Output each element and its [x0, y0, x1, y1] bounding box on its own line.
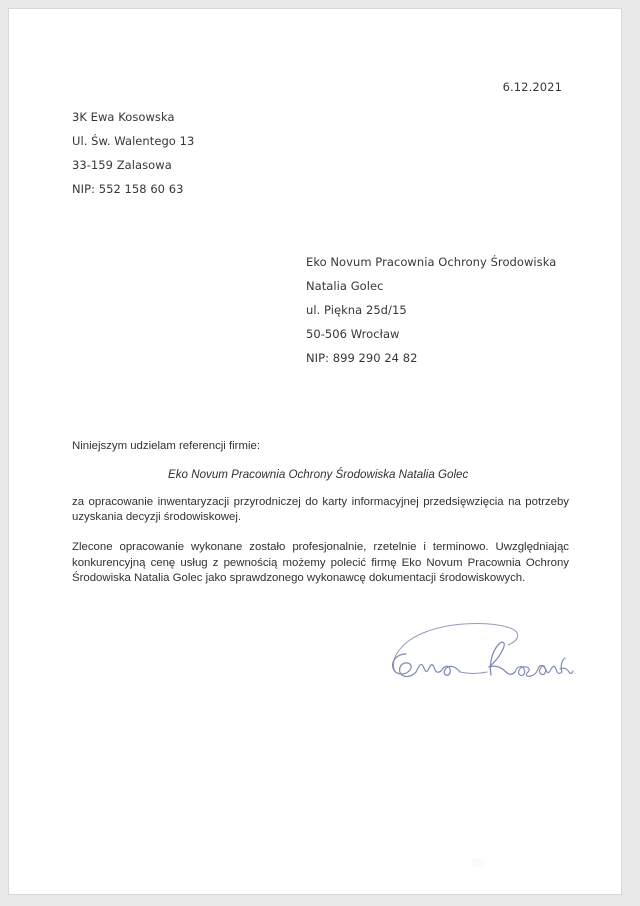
handwritten-signature	[379, 609, 574, 691]
sender-line: Ul. Św. Walentego 13	[72, 134, 195, 148]
recipient-address-block	[306, 250, 556, 370]
body-paragraph-recommendation: Zlecone opracowanie wykonane zostało profesjonalnie, rzetelnie i terminowo. Uwzględniając konkurencyjną cenę usług z pewnością możemy polecić firmę Eko Novum Pracownia Ochrony Środowiska Natalia Golec jako sprawdzonego wykonawcę dokumentacji środowiskowych.	[72, 541, 569, 584]
recipient-line: 50-506 Wrocław	[306, 327, 400, 341]
recipient-line: NIP: 899 290 24 82	[306, 351, 418, 365]
body-paragraph-scope: za opracowanie inwentaryzacji przyrodniczej do karty informacyjnej przedsięwzięcia na potrzeby uzyskania decyzji środowiskowej.	[72, 496, 569, 524]
recipient-line: Natalia Golec	[306, 279, 384, 293]
document-date: 6.12.2021	[502, 80, 562, 94]
letter-body	[72, 439, 569, 586]
sender-address-block	[72, 105, 194, 201]
reference-lead-text: Niniejszym udzielam referencji firmie:	[72, 440, 260, 452]
recipient-line: ul. Piękna 25d/15	[306, 303, 407, 317]
referenced-company-name: Eko Novum Pracownia Ochrony Środowiska Natalia Golec	[168, 468, 469, 481]
sender-line: NIP: 552 158 60 63	[72, 182, 184, 196]
recipient-line: Eko Novum Pracownia Ochrony Środowiska	[306, 255, 557, 269]
sender-line: 33-159 Zalasowa	[72, 158, 172, 172]
sender-line: 3K Ewa Kosowska	[72, 110, 175, 124]
scan-artifact	[471, 858, 485, 867]
scanned-page	[8, 8, 622, 895]
